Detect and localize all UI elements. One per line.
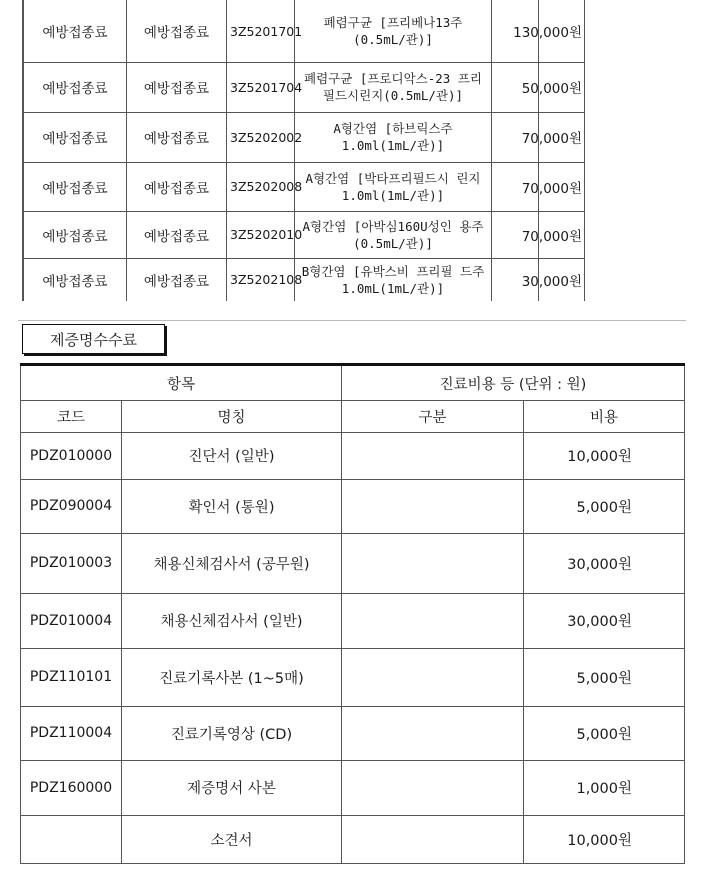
code-cell: 3Z5202002 [226, 112, 294, 162]
table-row [20, 593, 685, 649]
table-row [22, 211, 585, 259]
price-value: 50,000원 [521, 81, 582, 97]
subcategory-cell: 예방접종료 [126, 162, 226, 211]
cost-cell: 30,000원 [523, 593, 685, 648]
category-cell: 예방접종료 [22, 211, 126, 258]
category-cell: 예방접종료 [22, 258, 126, 301]
subcategory-cell: 예방접종료 [126, 211, 226, 258]
column-header-type: 구분 [341, 400, 523, 432]
column-header-cost: 비용 [523, 400, 685, 432]
table-row [20, 432, 685, 480]
name-cell: 채용신체검사서 (일반) [121, 593, 341, 648]
cost-cell: 30,000원 [523, 533, 685, 593]
code-cell: 3Z5202108 [226, 258, 294, 301]
subcategory-cell: 예방접종료 [126, 258, 226, 301]
name-cell: 폐렴구균 [프리베나13주 (0.5mL/관)] [294, 0, 491, 62]
subcategory-cell: 예방접종료 [126, 62, 226, 112]
type-cell [341, 479, 523, 533]
price-value: 70,000원 [521, 180, 582, 197]
name-cell: 채용신체검사서 (공무원) [121, 533, 341, 593]
code-cell: PDZ090004 [20, 479, 121, 533]
cost-cell: 10,000원 [523, 432, 685, 479]
type-cell [341, 533, 523, 593]
code-cell: PDZ110004 [20, 706, 121, 760]
group-header-cost: 진료비용 등 (단위 : 원) [341, 366, 685, 400]
code-cell: PDZ010000 [20, 432, 121, 479]
price-value: 30,000원 [521, 273, 582, 290]
name-cell: 폐렴구균 [프로디악스-23 프리필드시린지(0.5mL/관)] [294, 62, 491, 112]
code-cell: 3Z5202008 [226, 162, 294, 211]
price-cell [521, 62, 585, 112]
type-cell [341, 432, 523, 479]
table-row [20, 533, 685, 594]
category-cell: 예방접종료 [22, 62, 126, 112]
subcategory-cell: 예방접종료 [126, 0, 226, 62]
group-header-row [20, 366, 685, 401]
section-title: 제증명수수료 [22, 324, 165, 354]
type-cell [341, 706, 523, 760]
type-cell [341, 815, 523, 863]
table-row [20, 706, 685, 761]
type-cell [341, 648, 523, 706]
code-cell: 3Z5201704 [226, 62, 294, 112]
name-cell: B형간염 [유박스비 프리필 드주 1.0mL(1mL/관)] [294, 258, 491, 301]
table-row [22, 0, 585, 63]
price-cell [513, 0, 585, 62]
code-cell: 3Z5202010 [226, 211, 294, 258]
table-row [20, 479, 685, 534]
cost-cell: 5,000원 [523, 479, 685, 533]
name-cell: 소견서 [121, 815, 341, 863]
category-cell: 예방접종료 [22, 0, 126, 62]
table-row [22, 162, 585, 212]
code-cell: PDZ010004 [20, 593, 121, 648]
name-cell: A형간염 [박타프리필드시 린지 1.0ml(1mL/관)] [294, 162, 491, 211]
name-cell: 제증명서 사본 [121, 760, 341, 815]
name-cell: 진단서 (일반) [121, 432, 341, 479]
name-cell: 진료기록사본 (1~5매) [121, 648, 341, 706]
cost-cell: 5,000원 [523, 706, 685, 760]
type-cell [341, 760, 523, 815]
category-cell: 예방접종료 [22, 162, 126, 211]
section-divider [18, 320, 686, 321]
price-value: 70,000원 [521, 131, 582, 147]
table-row [22, 62, 585, 113]
cost-cell: 1,000원 [523, 760, 685, 815]
price-value: 130,000원 [513, 25, 582, 41]
table-row [22, 112, 585, 163]
code-cell: PDZ010003 [20, 533, 121, 593]
code-cell: 3Z5201701 [226, 0, 294, 62]
table-row [22, 258, 585, 301]
column-header-code: 코드 [20, 400, 121, 432]
price-value: 70,000원 [521, 228, 582, 245]
table-row [20, 815, 685, 864]
table-row [20, 760, 685, 816]
price-cell [521, 258, 585, 301]
type-cell [341, 593, 523, 648]
subcategory-cell: 예방접종료 [126, 112, 226, 162]
column-header-row [20, 400, 685, 433]
group-header-item: 항목 [20, 366, 341, 400]
name-cell: 진료기록영상 (CD) [121, 706, 341, 760]
code-cell: PDZ110101 [20, 648, 121, 706]
name-cell: 확인서 (통원) [121, 479, 341, 533]
code-cell [20, 815, 121, 863]
name-cell: A형간염 [하브릭스주 1.0ml(1mL/관)] [294, 112, 491, 162]
price-cell [521, 162, 585, 211]
price-cell [521, 211, 585, 258]
cost-cell: 5,000원 [523, 648, 685, 706]
code-cell: PDZ160000 [20, 760, 121, 815]
price-cell [521, 112, 585, 162]
name-cell: A형간염 [아박심160U성인 용주(0.5mL/관)] [294, 211, 491, 258]
certificate-fee-table [20, 363, 685, 849]
column-header-name: 명칭 [121, 400, 341, 432]
cost-cell: 10,000원 [523, 815, 685, 863]
category-cell: 예방접종료 [22, 112, 126, 162]
table-row [20, 648, 685, 707]
